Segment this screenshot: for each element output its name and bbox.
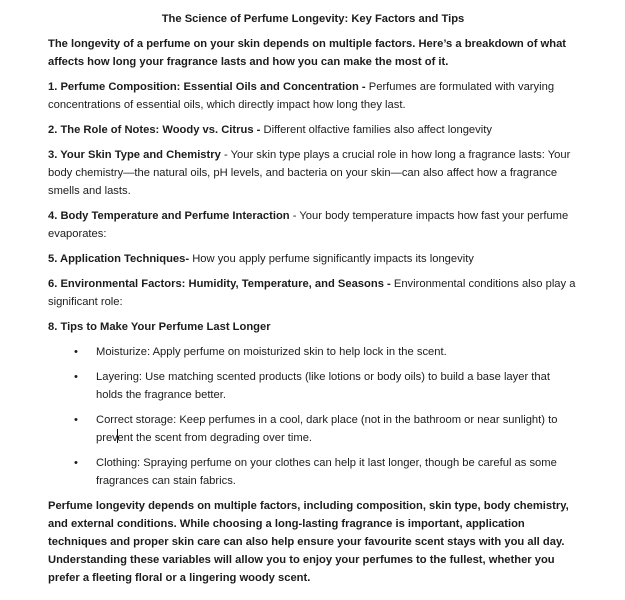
text-run: - Your skin type plays a crucial role in how long a fragrance lasts: Your body chemistry—the natural oils, pH levels, and bacteria on your skin—can also affect how a fragrance smells and lasts. (48, 149, 571, 197)
text-run: How you apply perfume significantly impacts its longevity (189, 253, 474, 265)
text-run: ent the scent from degrading over time. (117, 432, 313, 444)
text-run: 5. Application Techniques- (48, 253, 190, 265)
bullet-marker: • (74, 371, 78, 383)
paragraph (48, 275, 578, 311)
paragraph (48, 35, 578, 71)
text-run: Environmental conditions also play a significant role: (48, 278, 576, 308)
document-title: The Science of Perfume Longevity: Key Factors and Tips (161, 13, 465, 25)
paragraph (48, 318, 578, 336)
paragraph (48, 497, 578, 587)
paragraph (48, 146, 578, 200)
text-run: The longevity of a perfume on your skin depends on multiple factors. Here’s a breakdown of what affects how long your fragrance lasts and how you can make the most of it. (48, 38, 567, 68)
text-run: 4. Body Temperature and Perfume Interaction (48, 210, 290, 222)
paragraph (48, 250, 578, 268)
bullet-marker: • (74, 457, 78, 469)
list-item (48, 343, 578, 361)
text-run: 1. Perfume Composition: Essential Oils and Concentration - (48, 81, 369, 93)
list-item (48, 454, 578, 490)
list-item (48, 411, 578, 447)
text-run: Moisturize: Apply perfume on moisturized skin to help lock in the scent. (96, 346, 447, 358)
text-run: 6. Environmental Factors: Humidity, Temperature, and Seasons - (48, 278, 394, 290)
bullet-marker: • (74, 414, 78, 426)
text-run: 8. Tips to Make Your Perfume Last Longer (48, 321, 271, 333)
paragraph (48, 78, 578, 114)
list-item (48, 368, 578, 404)
text-run: Perfume longevity depends on multiple factors, including composition, skin type, body chemistry, and external conditions. While choosing a long-lasting fragrance is important, application techniques and proper skin care can also help ensure your favourite scent stays with you all day. Understanding these variables will allow you to enjoy your perfumes to the fullest, whether you prefer a fleeting floral or a lingering woody scent. (48, 500, 569, 584)
text-run: 2. The Role of Notes: Woody vs. Citrus - (48, 124, 264, 136)
bullet-list (48, 343, 578, 490)
text-run: Perfumes are formulated with varying concentrations of essential oils, which directly impact how long they last. (48, 81, 555, 111)
text-run: - Your body temperature impacts how fast your perfume evaporates: (48, 210, 569, 240)
text-run: Clothing: Spraying perfume on your clothes can help it last longer, though be careful as some fragrances can stain fabrics. (96, 457, 557, 487)
document-body[interactable] (48, 35, 578, 587)
text-run: 3. Your Skin Type and Chemistry (48, 149, 221, 161)
text-run: Different olfactive families also affect longevity (263, 124, 492, 136)
paragraph (48, 207, 578, 243)
text-run: Layering: Use matching scented products (like lotions or body oils) to build a base layer that holds the fragrance better. (96, 371, 550, 401)
text-run: Correct storage: Keep perfumes in a cool, dark place (not in the bathroom or near sunlight) to prev (96, 414, 558, 444)
paragraph (48, 121, 578, 139)
bullet-marker: • (74, 346, 78, 358)
